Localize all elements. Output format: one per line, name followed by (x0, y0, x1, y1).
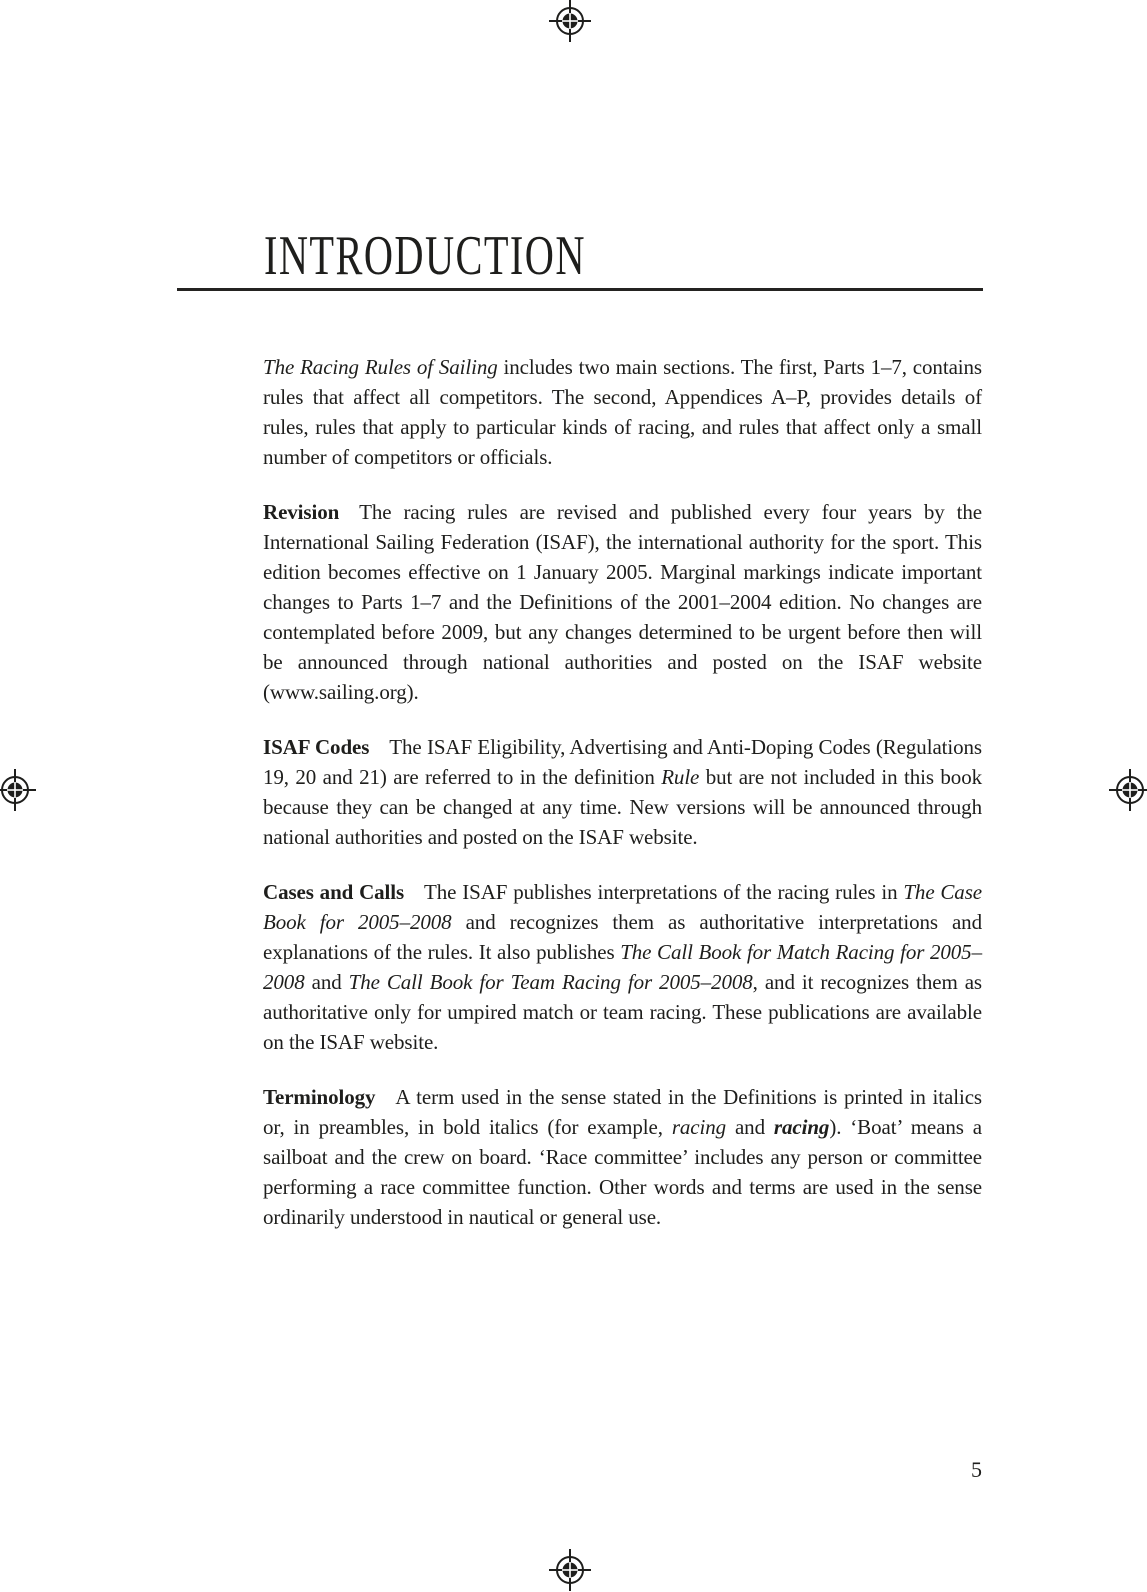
registration-mark-icon (548, 1548, 592, 1592)
paragraph-revision (263, 497, 982, 707)
text-run: includes two main sections. The first, Parts 1–7, contains rules that affect all competitors. The second, Appendices A–P, provides details of rules, rules that apply to particular kinds of racing, and rules that affect only a small number of competitors or officials. (263, 355, 982, 469)
text-run: and (726, 1115, 774, 1139)
paragraph-cases-and-calls (263, 877, 982, 1057)
text-run: The ISAF Eligibility, Advertising and Anti-Doping Codes (Regulations 19, 20 and 21) are referred to in the definition (263, 735, 983, 789)
text-run: but are not included in this book because they can be changed at any time. New versions will be announced through national authorities and posted on the ISAF website. (263, 765, 982, 849)
paragraph-terminology (263, 1082, 982, 1232)
registration-mark-icon (1108, 768, 1147, 812)
text-run: A term used in the sense stated in the Definitions is printed in italics or, in preambles, in bold italics (for example, (263, 1085, 982, 1139)
text-run: Revision (263, 500, 340, 524)
text-run: ISAF Codes (263, 735, 370, 759)
text-run: The ISAF publishes interpretations of the racing rules in (424, 880, 904, 904)
text-run: Cases and Calls (263, 880, 405, 904)
page-number: 5 (971, 1457, 982, 1482)
text-run: The Racing Rules of Sailing (263, 355, 498, 379)
title-rule (177, 288, 983, 291)
paragraph-isaf-codes (263, 732, 982, 852)
text-run: , and it recognizes them as authoritative only for umpired match or team racing. These publications are available on the ISAF website. (263, 970, 983, 1054)
text-run: The Call Book for Match Racing for 2005–2008 (263, 940, 982, 994)
text-run: racing (671, 1115, 727, 1139)
text-run: The racing rules are revised and published every four years by the International Sailing Federation (ISAF), the international authority for the sport. This edition becomes effective on 1 January 2005. Marginal markings indicate important changes to Parts 1–7 and the Definitions of the 2001–2004 edition. No changes are contemplated before 2009, but any changes determined to be urgent before then will be announced through national authorities and posted on the ISAF website (www.sailing.org). (263, 500, 982, 704)
registration-mark-icon (0, 768, 37, 812)
text-run: Rule (661, 765, 700, 789)
body-text (263, 352, 982, 1257)
text-run: and (304, 970, 349, 994)
text-run: The Case Book for 2005–2008 (263, 880, 982, 934)
registration-mark-icon (548, 0, 592, 43)
text-run: racing (773, 1115, 830, 1139)
text-run: ). ‘Boat’ means a sailboat and the crew on board. ‘Race committee’ includes any person or committee performing a race committee function. Other words and terms are used in the sense ordinarily understood in nautical or general use. (263, 1115, 982, 1229)
text-run: The Call Book for Team Racing for 2005–2008 (348, 970, 753, 994)
page-title: INTRODUCTION (264, 225, 586, 287)
paragraph-intro (263, 352, 982, 472)
text-run: Terminology (263, 1085, 376, 1109)
text-run: and recognizes them as authoritative interpretations and explanations of the rules. It also publishes (263, 910, 982, 964)
